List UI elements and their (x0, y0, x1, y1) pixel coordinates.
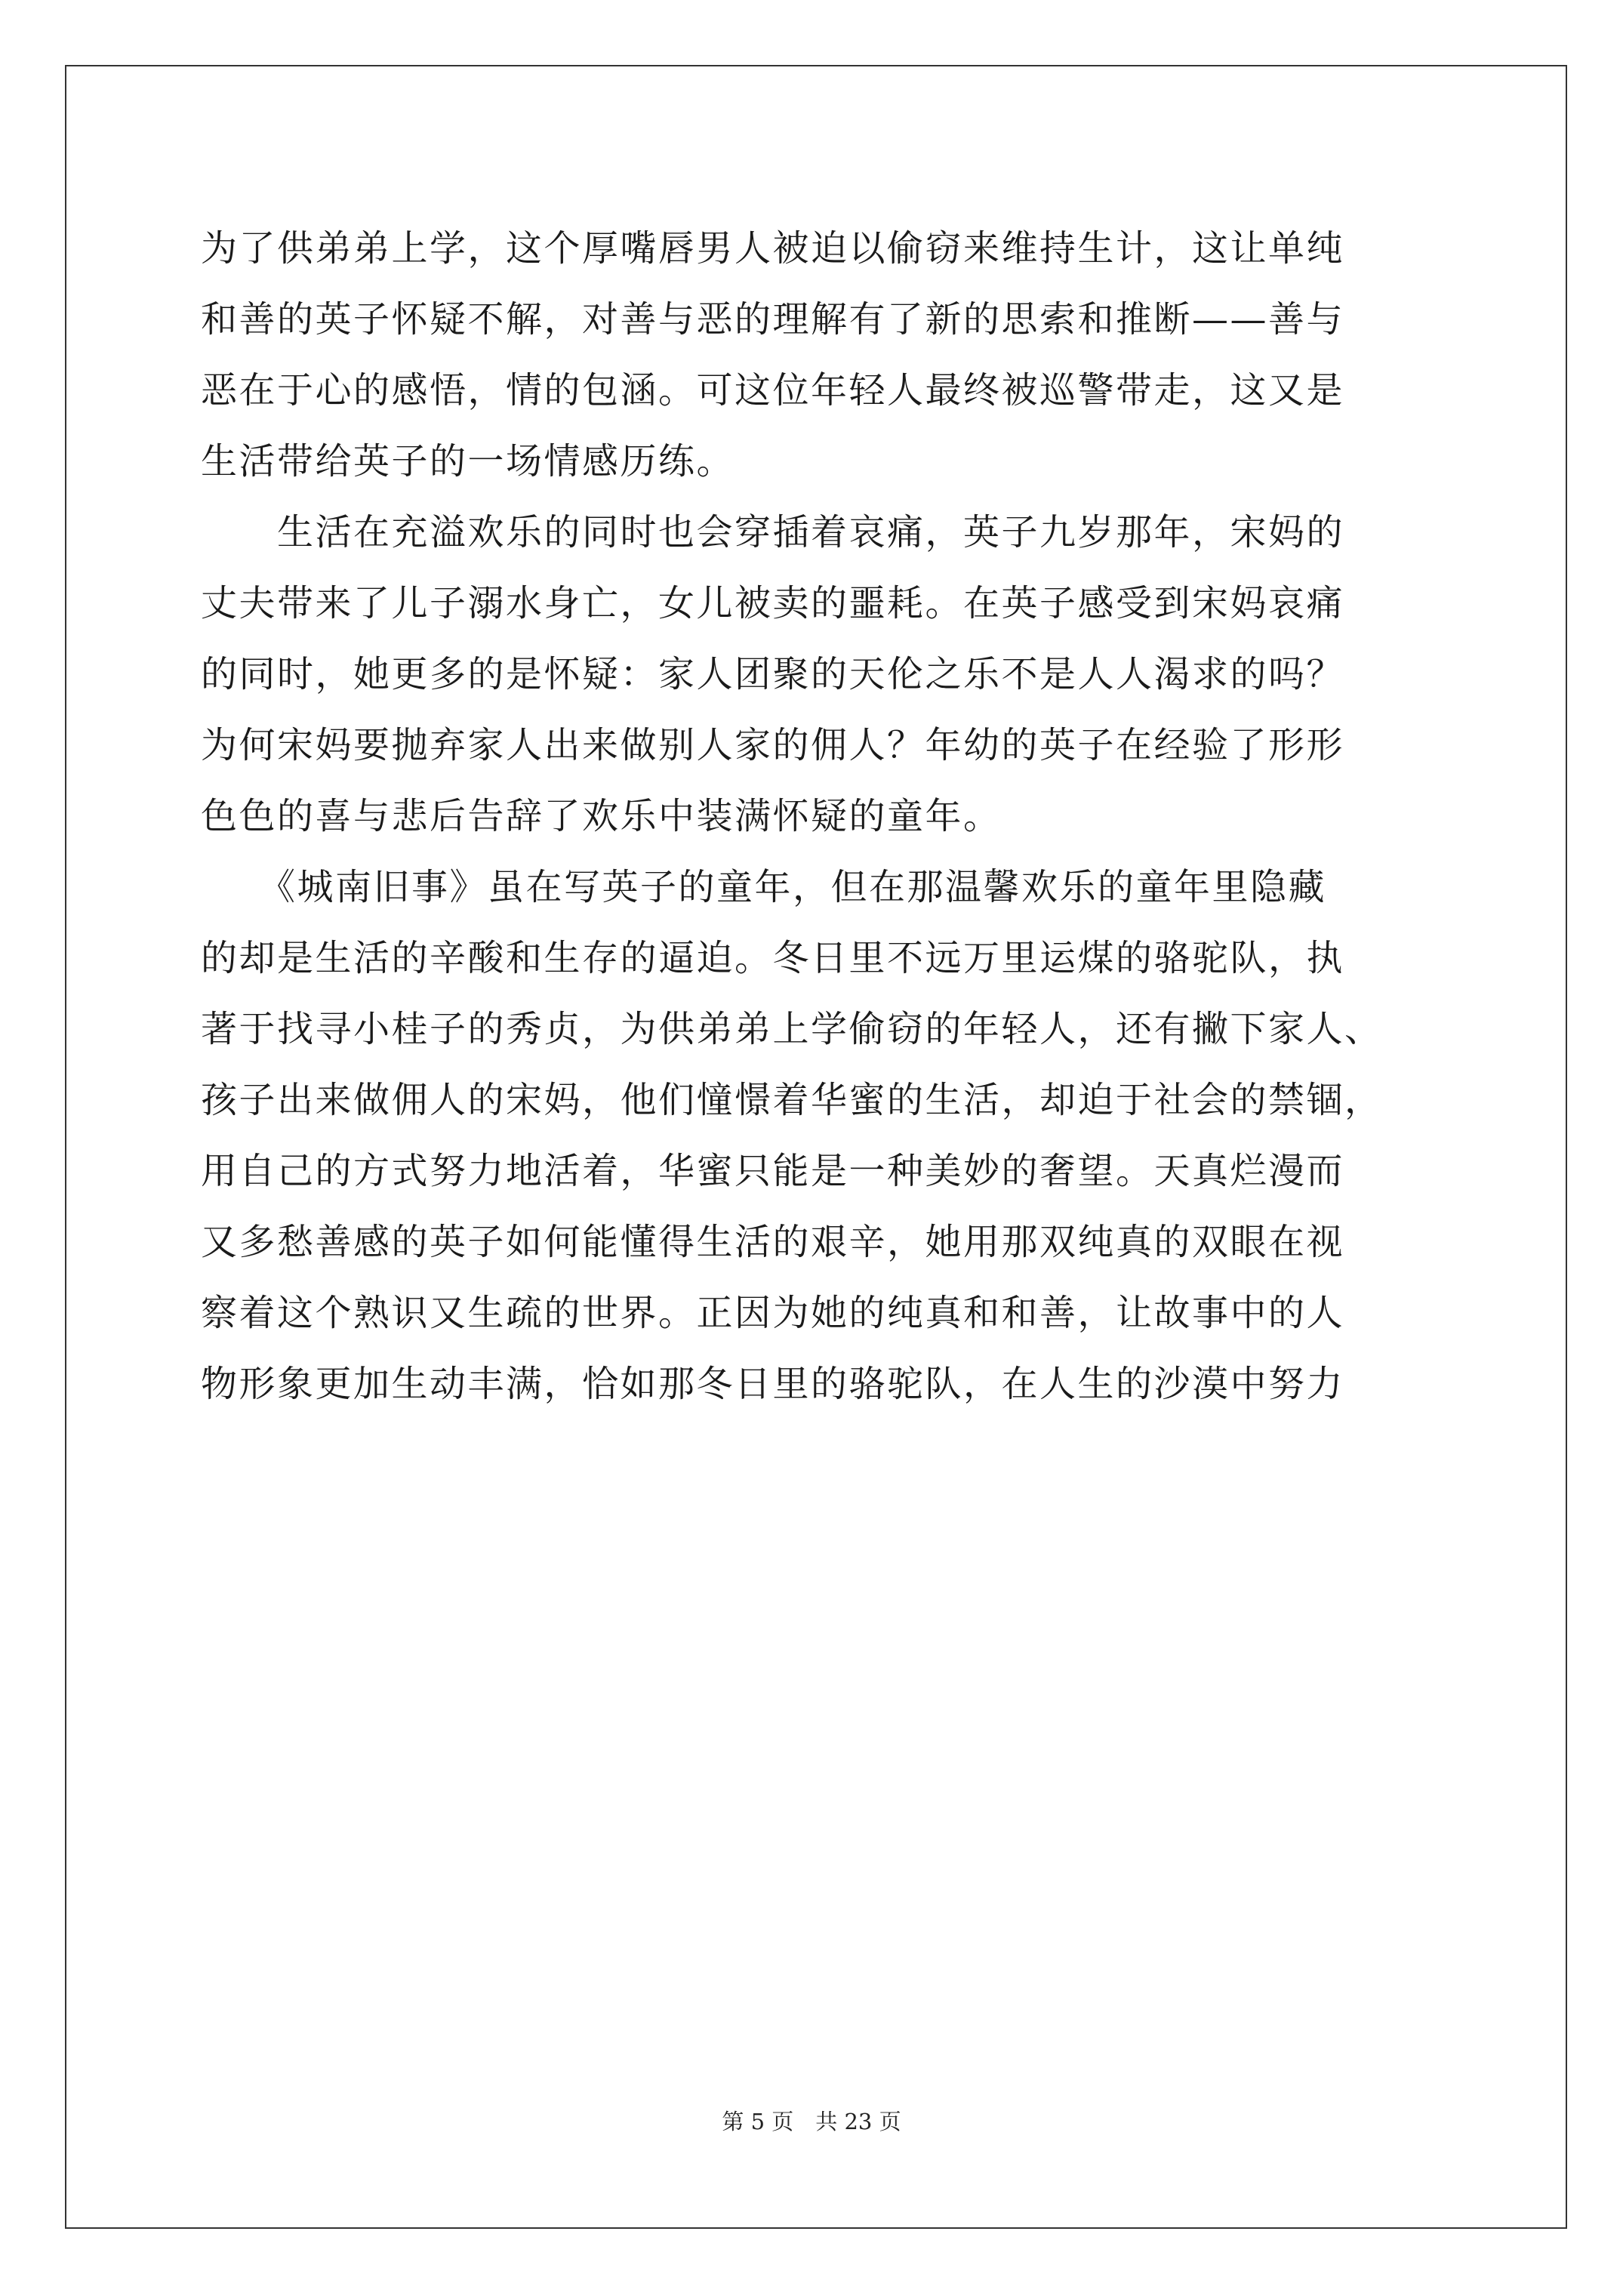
text-line: 物形象更加生动丰满，恰如那冬日里的骆驼队，在人生的沙漠中努力 (201, 1363, 1345, 1405)
text-line: 丈夫带来了儿子溺水身亡，女儿被卖的噩耗。在英子感受到宋妈哀痛 (201, 582, 1345, 624)
paragraph-1 (201, 213, 1439, 497)
text-line: 为了供弟弟上学，这个厚嘴唇男人被迫以偷窃来维持生计，这让单纯 (201, 227, 1345, 270)
paragraph-3 (201, 852, 1439, 1419)
text-line: 恶在于心的感悟，情的包涵。可这位年轻人最终被巡警带走，这又是 (201, 369, 1345, 411)
page-number: 第 5 页 共 23 页 (722, 2109, 901, 2134)
text-line: 和善的英子怀疑不解，对善与恶的理解有了新的思索和推断——善与 (201, 298, 1345, 341)
text-line: 孩子出来做佣人的宋妈，他们憧憬着华蜜的生活，却迫于社会的禁锢， (201, 1079, 1383, 1121)
paragraph-2 (201, 497, 1439, 852)
text-line: 生活带给英子的一场情感历练。 (201, 440, 735, 482)
text-line: 色色的喜与悲后告辞了欢乐中装满怀疑的童年。 (201, 795, 1002, 837)
text-line: 的同时，她更多的是怀疑：家人团聚的天伦之乐不是人人渴求的吗？ (201, 653, 1345, 695)
text-line: 的却是生活的辛酸和生存的逼迫。冬日里不远万里运煤的骆驼队，执 (201, 937, 1345, 979)
text-line: 为何宋妈要抛弃家人出来做别人家的佣人？年幼的英子在经验了形形 (201, 724, 1345, 766)
text-line: 著于找寻小桂子的秀贞，为供弟弟上学偷窃的年轻人，还有撇下家人、 (201, 1008, 1383, 1050)
text-line: 用自己的方式努力地活着，华蜜只能是一种美妙的奢望。天真烂漫而 (201, 1150, 1345, 1192)
text-line: 察着这个熟识又生疏的世界。正因为她的纯真和和善，让故事中的人 (201, 1292, 1345, 1334)
text-line: 《城南旧事》虽在写英子的童年，但在那温馨欢乐的童年里隐藏 (201, 866, 1327, 908)
text-line: 生活在充溢欢乐的同时也会穿插着哀痛，英子九岁那年，宋妈的 (201, 511, 1345, 553)
document-body (201, 213, 1439, 1419)
text-line: 又多愁善感的英子如何能懂得生活的艰辛，她用那双纯真的双眼在视 (201, 1221, 1345, 1263)
page-footer (0, 2105, 1623, 2136)
